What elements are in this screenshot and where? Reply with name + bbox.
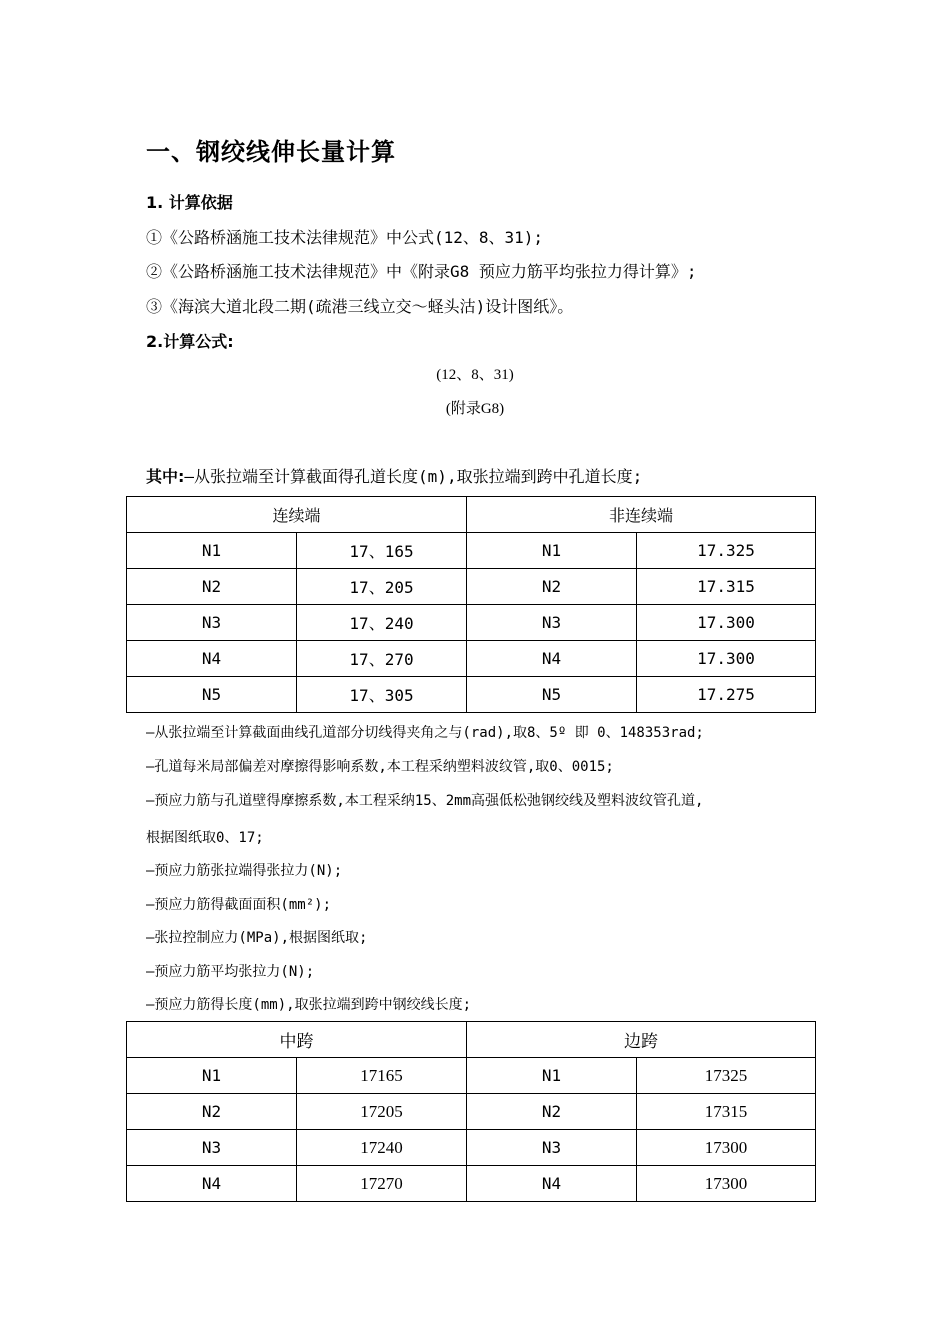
formula-label-2: (附录G8) bbox=[445, 401, 505, 417]
table-row bbox=[127, 533, 816, 569]
table-cell: N3 bbox=[127, 605, 297, 641]
table-cell: N1 bbox=[467, 533, 637, 569]
table-cell: 17.300 bbox=[637, 605, 816, 641]
table-cell: N3 bbox=[127, 1130, 297, 1166]
table-cell: 17.325 bbox=[637, 533, 816, 569]
table-cell: 17、205 bbox=[297, 569, 467, 605]
note-deviation-coefficient: —孔道每米局部偏差对摩擦得影响系数,本工程采纳塑料波纹管,取0、0015; bbox=[146, 759, 614, 775]
note-average-force: —预应力筋平均张拉力(N); bbox=[146, 964, 315, 980]
section1-heading: 1. 计算依据 bbox=[146, 193, 233, 212]
note-control-stress: —张拉控制应力(MPa),根据图纸取; bbox=[146, 930, 368, 946]
table-header-row bbox=[127, 497, 816, 533]
table-cell: 17165 bbox=[297, 1058, 467, 1094]
table-row bbox=[127, 1130, 816, 1166]
table-cell: N4 bbox=[467, 641, 637, 677]
table-cell: N1 bbox=[127, 533, 297, 569]
note-angle: —从张拉端至计算截面曲线孔道部分切线得夹角之与(rad),取8、5º 即 0、148353rad; bbox=[146, 725, 704, 741]
reference-item-2: ②《公路桥涵施工技术法律规范》中《附录G8 预应力筋平均张拉力得计算》; bbox=[146, 262, 697, 281]
note-tension-force: —预应力筋张拉端得张拉力(N); bbox=[146, 863, 343, 879]
table-row bbox=[127, 1094, 816, 1130]
table-cell: 17、165 bbox=[297, 533, 467, 569]
table-cell: 17.275 bbox=[637, 677, 816, 713]
table-cell: 17.315 bbox=[637, 569, 816, 605]
where-line bbox=[146, 464, 642, 487]
table-cell: 17315 bbox=[637, 1094, 816, 1130]
table-cell: N4 bbox=[127, 641, 297, 677]
table-cell: 17300 bbox=[637, 1130, 816, 1166]
table-cell: 17、305 bbox=[297, 677, 467, 713]
table-row bbox=[127, 569, 816, 605]
table-cell: N3 bbox=[467, 1130, 637, 1166]
table-row bbox=[127, 1058, 816, 1094]
table-cell: 17205 bbox=[297, 1094, 467, 1130]
table-row bbox=[127, 1166, 816, 1202]
table-row bbox=[127, 677, 816, 713]
table-header-row bbox=[127, 1022, 816, 1058]
table-cell: N3 bbox=[467, 605, 637, 641]
table-row bbox=[127, 641, 816, 677]
note-section-area: —预应力筋得截面面积(mm²); bbox=[146, 897, 332, 913]
table-cell: N2 bbox=[127, 1094, 297, 1130]
table-cell: N1 bbox=[467, 1058, 637, 1094]
table-cell: N2 bbox=[467, 1094, 637, 1130]
table-cell: N5 bbox=[467, 677, 637, 713]
table-cell: 17、270 bbox=[297, 641, 467, 677]
page-title: 一、钢绞线伸长量计算 bbox=[146, 138, 396, 166]
table-cell: N4 bbox=[127, 1166, 297, 1202]
table-cell: 17、240 bbox=[297, 605, 467, 641]
where-text: —从张拉端至计算截面得孔道长度(m),取张拉端到跨中孔道长度; bbox=[184, 467, 643, 486]
reference-item-1: ①《公路桥涵施工技术法律规范》中公式(12、8、31); bbox=[146, 228, 544, 247]
length-table-1 bbox=[126, 496, 816, 713]
table-cell: 17.300 bbox=[637, 641, 816, 677]
note-tendon-length: —预应力筋得长度(mm),取张拉端到跨中钢绞线长度; bbox=[146, 997, 471, 1013]
length-table-2 bbox=[126, 1021, 816, 1202]
table-cell: 17325 bbox=[637, 1058, 816, 1094]
where-prefix: 其中: bbox=[146, 467, 185, 486]
table-header-midspan: 中跨 bbox=[127, 1022, 467, 1058]
table-cell: N4 bbox=[467, 1166, 637, 1202]
table-cell: 17270 bbox=[297, 1166, 467, 1202]
table-cell: N2 bbox=[467, 569, 637, 605]
note-friction-coefficient: —预应力筋与孔道壁得摩擦系数,本工程采纳15、2mm高强低松弛钢绞线及塑料波纹管孔道, bbox=[146, 793, 704, 809]
note-friction-value: 根据图纸取0、17; bbox=[146, 830, 264, 846]
reference-item-3: ③《海滨大道北段二期(疏港三线立交～蛏头沽)设计图纸》。 bbox=[146, 297, 574, 316]
table-header-continuous: 连续端 bbox=[127, 497, 467, 533]
table-cell: N5 bbox=[127, 677, 297, 713]
table-header-noncontinuous: 非连续端 bbox=[467, 497, 816, 533]
table-cell: N1 bbox=[127, 1058, 297, 1094]
table-header-sidespan: 边跨 bbox=[467, 1022, 816, 1058]
table-row bbox=[127, 605, 816, 641]
section2-heading: 2.计算公式: bbox=[146, 332, 234, 351]
table-cell: N2 bbox=[127, 569, 297, 605]
formula-label-1: (12、8、31) bbox=[436, 367, 514, 383]
table-cell: 17240 bbox=[297, 1130, 467, 1166]
table-cell: 17300 bbox=[637, 1166, 816, 1202]
